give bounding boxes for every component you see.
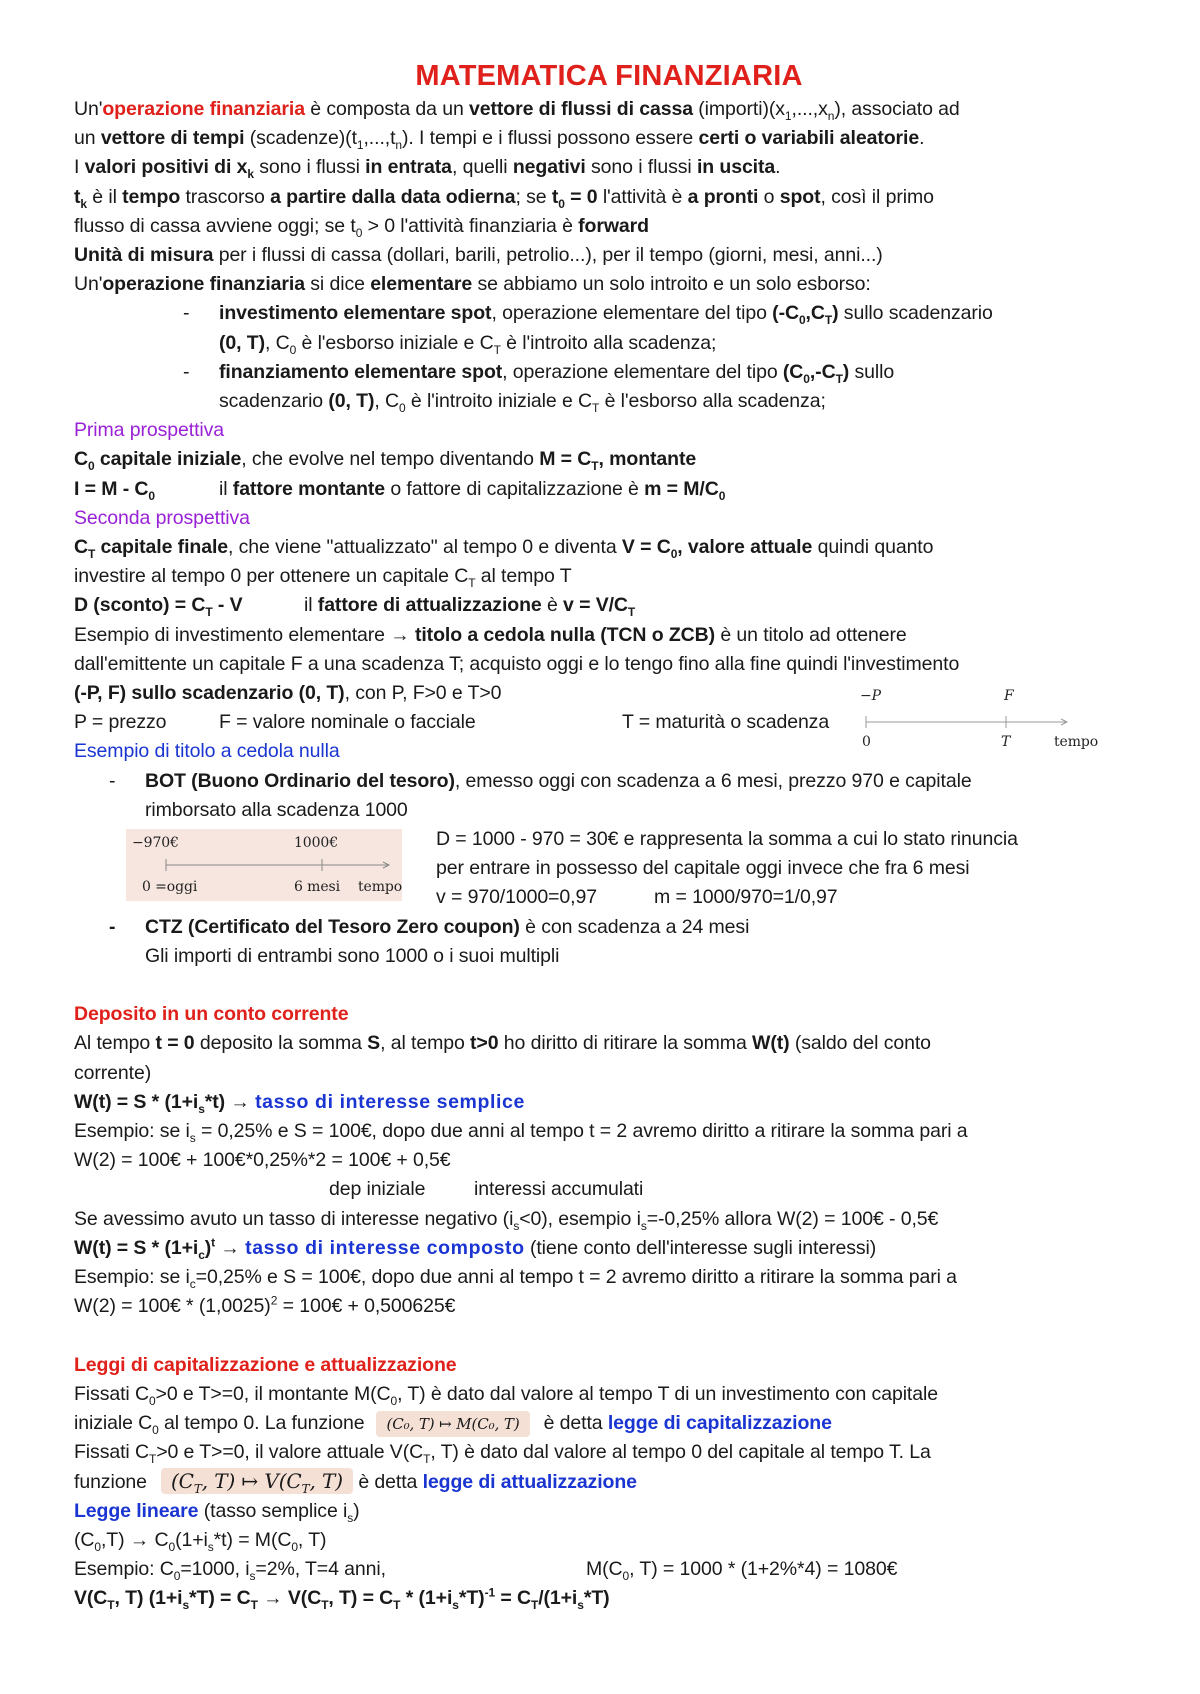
seconda-line-5: dall'emittente un capitale F a una scadenza T; acquisto oggi e lo tengo fino alla fine quindi l'investimento (74, 652, 960, 675)
leggi-line-3: Fissati $C_T>0$ e T>=0, il valore attuale $V(C_T$, T) è dato dal valore al tempo 0 del capitale al tempo T. La (74, 1441, 931, 1467)
bot-t1-label: 6 mesi (294, 879, 340, 896)
intro-line-5: flusso di cassa avviene oggi; se $t_0 > 0$ l'attività finanziaria è forward (74, 214, 649, 240)
list-item-investimento: - investimento elementare spot, operazione elementare del tipo $(-C_0,C_T)$ sullo scadenzario (183, 302, 993, 328)
heading-esempio-tcn: Esempio di titolo a cedola nulla (74, 740, 340, 763)
deposito-line-1: Al tempo t = 0 deposito la somma S, al tempo t>0 ho diritto di ritirare la somma W(t) (saldo del conto (74, 1032, 931, 1055)
leggi-line-7: Esempio: $C_0=1000$, $i_s=2\%$, T=4 anni, $M(C_0$, T) = 1000 * (1+2%*4) = 1080€ (74, 1558, 898, 1583)
list-item-bot-cont: rimborsato alla scadenza 1000 (145, 798, 408, 821)
deposito-formula-semplice: $W(t) = S * (1+i_s*t)$ → tasso di interesse semplice (74, 1090, 525, 1116)
bot-example-block (74, 825, 1144, 913)
intro-line-7: Un'operazione finanziaria si dice elementare se abbiamo un solo introito e un solo esborso: (74, 273, 871, 296)
bot-explanation: D = 1000 - 970 = 30€ e rappresenta la somma a cui lo stato rinuncia per entrare in possesso del capitale oggi invece che fra 6 mesi v = 970/1000=0,97 m = 1000/970=1/0,97 (436, 828, 1018, 909)
list-item-finanziamento-cont: scadenzario (0, T), $C_0$ è l'introito iniziale e $C_T$ è l'esborso alla scadenza; (219, 390, 826, 415)
leggi-line-4: funzione ($C_T$, T) ↦ $V(C_T$, T) è detta legge di attualizzazione (74, 1468, 637, 1496)
bot-f-label: 1000€ (294, 835, 339, 852)
intro-line-1: Un'operazione finanziaria è composta da un vettore di flussi di cassa $(importi)(x_1,...,x_n)$, associato ad (74, 98, 960, 123)
seconda-line-2: investire al tempo 0 per ottenere un capitale $C_T$ al tempo T (74, 565, 572, 591)
seconda-line-1: $C_T$ capitale finale, che viene "attualizzato" al tempo 0 e diventa $V = C_0$, valore attuale quindi quanto (74, 536, 934, 561)
deposito-line-9: Esempio: se $i_c=0,25\%$ e S = 100€, dopo due anni al tempo t = 2 avremo diritto a ritirare la somma pari a (74, 1266, 957, 1291)
bot-timeline-diagram (126, 829, 402, 901)
leggi-line-5: Legge lineare (tasso semplice $i_s$) (74, 1499, 360, 1525)
formula-attualizzazione: ($C_T$, T) ↦ $V(C_T$, T) (161, 1468, 353, 1494)
formula-capitalizzazione: (C₀, T) ↦ M(C₀, T) (376, 1411, 529, 1437)
deposito-line-7: Se avessimo avuto un tasso di interesse negativo $(i_s<0)$, esempio $i_s=-0,25\%$ allora W(2) = 100€ - 0,5€ (74, 1207, 939, 1233)
deposito-formula-composto: $W(t) = S * (1+i_c)^t$ → tasso di interesse composto (tiene conto dell'interesse sugli interessi) (74, 1235, 877, 1262)
intro-line-4: $t_k$ è il tempo trascorso a partire dalla data odierna; se $t_0 = 0$ l'attività è a pronti o spot, così il primo (74, 185, 934, 211)
bot-p-label: −970€ (132, 835, 179, 852)
intro-line-3: I valori positivi di $x_k$ sono i flussi in entrata, quelli negativi sono i flussi in uscita. (74, 156, 781, 182)
bot-t0-label: 0 =oggi (142, 879, 198, 896)
deposito-line-2: corrente) (74, 1061, 152, 1084)
deposito-line-6: dep iniziale interessi accumulati (329, 1178, 644, 1201)
deposito-line-4: Esempio: se $i_s = 0,25\%$ e S = 100€, dopo due anni al tempo t = 2 avremo diritto a ritirare la somma pari a (74, 1120, 968, 1145)
leggi-formula-attualizzazione-lineare: $V(C_T$, T) $(1+i_s*T) = C_T \to V(C_T$, $T) = C_T * (1+i_s*T)^{-1} = C_T/(1+i_s*T)$ (74, 1585, 610, 1613)
bot-axis-label: tempo (358, 879, 402, 896)
seconda-line-3: D (sconto) = $C_T$ - V il fattore di attualizzazione è $v = V/C_T$ (74, 594, 636, 620)
list-item-bot: - BOT (Buono Ordinario del tesoro), emesso oggi con scadenza a 6 mesi, prezzo 970 e capitale (109, 769, 972, 792)
intro-line-6: Unità di misura per i flussi di cassa (dollari, barili, petrolio...), per il tempo (giorni, mesi, anni...) (74, 244, 883, 267)
deposito-line-10: W(2) = 100€ * $(1,0025)^2$ = 100€ + 0,500625€ (74, 1293, 456, 1318)
prima-line-2: $I = M - C_0$ il fattore montante o fattore di capitalizzazione è $m = M/C_0$ (74, 477, 726, 503)
seconda-line-4: Esempio di investimento elementare → titolo a cedola nulla (TCN o ZCB) è un titolo ad ottenere (74, 623, 907, 646)
diagram-axis-label: tempo (1054, 734, 1099, 751)
diagram-f-label: F (1004, 688, 1014, 705)
heading-deposito: Deposito in un conto corrente (74, 1003, 349, 1026)
list-item-ctz-cont: Gli importi di entrambi sono 1000 o i suoi multipli (145, 944, 560, 967)
seconda-line-7: P = prezzo F = valore nominale o facciale T = maturità o scadenza −P F 0 T tempo (74, 708, 1144, 737)
leggi-line-6: $(C_0,T) \to C_0(1+i_s*t) = M(C_0$, T) (74, 1528, 327, 1554)
seconda-line-6: (-P, F) sullo scadenzario (0, T), con P, F>0 e T>0 (74, 682, 502, 705)
prima-line-1: $C_0$ capitale iniziale, che evolve nel tempo diventando $M = C_T$, montante (74, 448, 697, 474)
document (74, 58, 1144, 1614)
intro-line-2: un vettore di tempi $(scadenze)(t_1,...,t_n)$. I tempi e i flussi possono essere certi o variabili aleatorie. (74, 127, 925, 153)
list-item-ctz: - CTZ (Certificato del Tesoro Zero coupon) è con scadenza a 24 mesi (109, 915, 750, 938)
diagram-t-label: T (1001, 734, 1011, 751)
list-item-finanziamento: - finanziamento elementare spot, operazione elementare del tipo $(C_0,-C_T)$ sullo (183, 360, 895, 386)
page-title: MATEMATICA FINANZIARIA (415, 60, 803, 92)
heading-seconda-prospettiva: Seconda prospettiva (74, 506, 250, 529)
leggi-line-2: iniziale $C_0$ al tempo 0. La funzione (C₀, T) ↦ M(C₀, T) è detta legge di capitalizzazione (74, 1412, 832, 1437)
diagram-p-label: −P (860, 688, 881, 705)
heading-prima-prospettiva: Prima prospettiva (74, 419, 225, 442)
deposito-line-5: W(2) = 100€ + 100€*0,25%*2 = 100€ + 0,5€ (74, 1149, 451, 1172)
heading-leggi: Leggi di capitalizzazione e attualizzazione (74, 1353, 457, 1376)
diagram-t0-label: 0 (862, 734, 871, 751)
list-item-investimento-cont: (0, T), $C_0$ è l'esborso iniziale e $C_T$ è l'introito alla scadenza; (219, 331, 717, 357)
leggi-line-1: Fissati $C_0>0$ e T>=0, il montante $M(C_0$, T) è dato dal valore al tempo T di un investimento con capitale (74, 1382, 938, 1408)
